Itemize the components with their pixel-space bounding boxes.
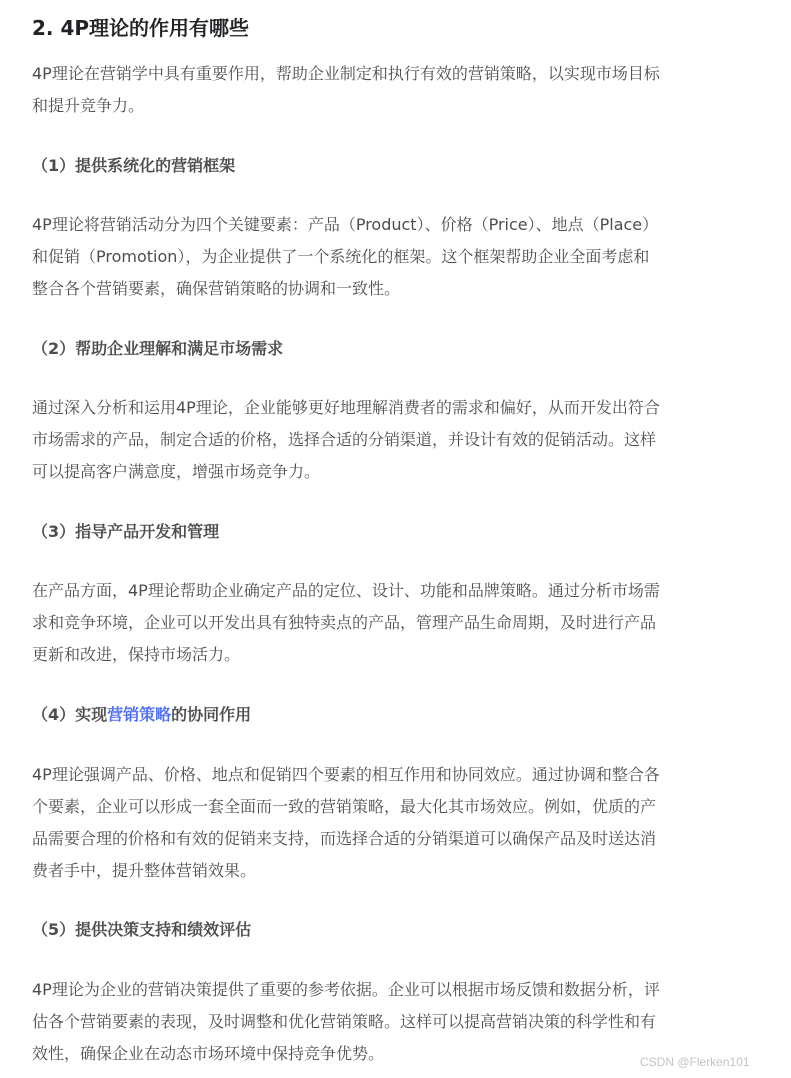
subsection-heading-3: （3）指导产品开发和管理: [32, 522, 220, 541]
text-line: 效性，确保企业在动态市场环境中保持竞争优势。: [32, 1044, 385, 1063]
text-line: 可以提高客户满意度，增强市场竞争力。: [32, 462, 321, 481]
text-line: 4P理论为企业的营销决策提供了重要的参考依据。企业可以根据市场反馈和数据分析，评: [32, 980, 660, 999]
text-line: 整合各个营销要素，确保营销策略的协调和一致性。: [32, 279, 401, 298]
heading-prefix: （4）实现: [32, 705, 108, 724]
subsection-paragraph-1: [32, 209, 722, 305]
text-line: 费者手中，提升整体营销效果。: [32, 861, 257, 880]
subsection-heading-4: [32, 703, 251, 727]
text-line: 在产品方面，4P理论帮助企业确定产品的定位、设计、功能和品牌策略。通过分析市场需: [32, 581, 660, 600]
keyword-link[interactable]: 营销策略: [107, 705, 172, 724]
text-line: 更新和改进，保持市场活力。: [32, 645, 241, 664]
subsection-heading-5: （5）提供决策支持和绩效评估: [32, 920, 252, 939]
heading-suffix: 的协同作用: [171, 705, 252, 724]
text-line: 个要素，企业可以形成一套全面而一致的营销策略，最大化其市场效应。例如，优质的产: [32, 797, 657, 816]
text-line: 市场需求的产品，制定合适的价格，选择合适的分销渠道，并设计有效的促销活动。这样: [32, 430, 657, 449]
text-line: 和促销（Promotion），为企业提供了一个系统化的框架。这个框架帮助企业全面考虑和: [32, 247, 650, 266]
text-line: 估各个营销要素的表现，及时调整和优化营销策略。这样可以提高营销决策的科学性和有: [32, 1012, 657, 1031]
subsection-paragraph-5: [32, 974, 722, 1070]
subsection-heading-2: （2）帮助企业理解和满足市场需求: [32, 339, 284, 358]
text-line: 和提升竞争力。: [32, 96, 145, 115]
text-line: 4P理论强调产品、价格、地点和促销四个要素的相互作用和协同效应。通过协调和整合各: [32, 765, 660, 784]
csdn-watermark: CSDN @Flerken101: [640, 1055, 750, 1069]
subsection-heading-1: （1）提供系统化的营销框架: [32, 156, 236, 175]
section-title: 2. 4P理论的作用有哪些: [32, 16, 250, 40]
text-line: 求和竞争环境，企业可以开发出具有独特卖点的产品，管理产品生命周期，及时进行产品: [32, 613, 657, 632]
text-line: 品需要合理的价格和有效的促销来支持，而选择合适的分销渠道可以确保产品及时送达消: [32, 829, 657, 848]
subsection-paragraph-2: [32, 392, 722, 488]
text-line: 4P理论在营销学中具有重要作用，帮助企业制定和执行有效的营销策略，以实现市场目标: [32, 64, 660, 83]
intro-paragraph: [32, 58, 722, 122]
subsection-paragraph-4: [32, 759, 722, 887]
text-line: 通过深入分析和运用4P理论，企业能够更好地理解消费者的需求和偏好，从而开发出符合: [32, 398, 660, 417]
subsection-paragraph-3: [32, 575, 722, 671]
text-line: 4P理论将营销活动分为四个关键要素：产品（Product）、价格（Price）、地点（Place）: [32, 215, 659, 234]
